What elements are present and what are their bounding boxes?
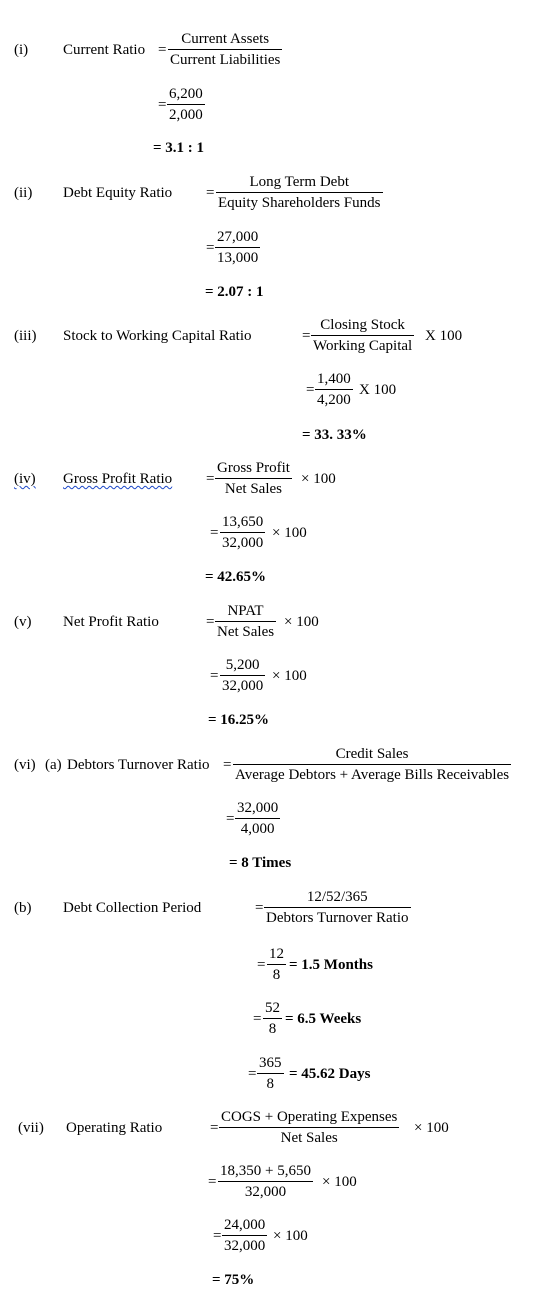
calc-fraction — [218, 1162, 313, 1201]
formula-fraction — [215, 459, 292, 498]
numerator: 365 — [259, 1055, 282, 1071]
item-number: (b) — [14, 900, 32, 916]
denominator: Working Capital — [313, 338, 413, 354]
multiplier: × 100 — [273, 1228, 308, 1244]
numerator: 1,400 — [317, 371, 351, 387]
equals-sign: = — [206, 614, 215, 630]
equals-sign: = — [306, 382, 315, 398]
denominator: Average Debtors + Average Bills Receivables — [235, 767, 510, 783]
item-number: (v) — [14, 614, 32, 630]
denominator: 8 — [268, 1021, 277, 1037]
equals-sign: = — [223, 757, 232, 773]
numerator: 5,200 — [225, 657, 260, 673]
ratio-label: Gross Profit Ratio — [63, 471, 173, 487]
multiplier: X 100 — [425, 328, 463, 344]
numerator: 27,000 — [217, 229, 259, 245]
multiplier: × 100 — [322, 1174, 357, 1190]
denominator: Net Sales — [224, 481, 282, 497]
equals-sign: = — [158, 97, 167, 113]
equals-sign: = — [210, 668, 219, 684]
ratio-label: Stock to Working Capital Ratio — [63, 328, 252, 344]
equals-sign: = — [210, 1120, 219, 1136]
multiplier: × 100 — [272, 668, 307, 684]
equals-sign: = — [226, 811, 235, 827]
denominator: 13,000 — [217, 250, 259, 266]
item-number: (iv) — [14, 471, 36, 487]
denominator: 4,200 — [317, 392, 351, 408]
equals-sign: = — [253, 1011, 262, 1027]
numerator: Gross Profit — [217, 460, 290, 476]
item-number: (ii) — [14, 185, 33, 201]
item-number: (iii) — [14, 328, 37, 344]
multiplier: X 100 — [359, 382, 397, 398]
result-value: = 2.07 : 1 — [205, 284, 264, 300]
numerator: 52 — [265, 1000, 280, 1016]
numerator: 12 — [269, 946, 284, 962]
multiplier: × 100 — [414, 1120, 449, 1136]
numerator: 24,000 — [224, 1217, 266, 1233]
result-value: = 1.5 Months — [289, 957, 373, 973]
calc-fraction — [315, 370, 353, 409]
denominator: 32,000 — [222, 678, 264, 694]
calc-fraction — [235, 799, 280, 838]
equals-sign: = — [208, 1174, 217, 1190]
multiplier: × 100 — [272, 525, 307, 541]
ratio-label: Net Profit Ratio — [63, 614, 159, 630]
result-value: = 45.62 Days — [289, 1066, 371, 1082]
denominator: 8 — [266, 1076, 274, 1092]
calc-fraction — [220, 513, 265, 552]
denominator: 2,000 — [169, 107, 203, 123]
item-number: (i) — [14, 42, 29, 58]
equals-sign: = — [255, 900, 264, 916]
denominator: Net Sales — [280, 1130, 338, 1146]
numerator: Long Term Debt — [249, 174, 349, 190]
numerator: 12/52/365 — [306, 889, 368, 905]
ratio-label: Debtors Turnover Ratio — [67, 757, 210, 773]
calc-fraction — [220, 656, 265, 695]
formula-fraction — [311, 316, 414, 355]
equals-sign: = — [248, 1066, 257, 1082]
denominator: Current Liabilities — [170, 52, 281, 68]
multiplier: × 100 — [284, 614, 319, 630]
equals-sign: = — [158, 42, 167, 58]
denominator: 32,000 — [244, 1184, 287, 1200]
ratio-label: Operating Ratio — [66, 1120, 163, 1136]
result-value: = 16.25% — [208, 712, 270, 728]
result-value: = 33. 33% — [302, 427, 367, 443]
result-value: = 8 Times — [229, 855, 292, 871]
multiplier: × 100 — [301, 471, 336, 487]
formula-fraction — [216, 173, 383, 212]
formula-fraction — [215, 602, 276, 641]
denominator: 32,000 — [224, 1238, 266, 1254]
formula-fraction — [233, 745, 511, 784]
ratio-label: Current Ratio — [63, 42, 146, 58]
equals-sign: = — [302, 328, 311, 344]
numerator: 13,650 — [222, 514, 264, 530]
calc-fraction — [215, 228, 260, 267]
result-value: = 75% — [212, 1272, 255, 1288]
denominator: Debtors Turnover Ratio — [266, 910, 409, 926]
numerator: 18,350 + 5,650 — [220, 1163, 311, 1179]
sub-item-letter: (a) — [45, 757, 62, 773]
item-number: (vi) — [14, 757, 36, 773]
calc-fraction — [267, 945, 286, 984]
denominator: 32,000 — [222, 535, 264, 551]
equals-sign: = — [257, 957, 266, 973]
formula-fraction — [219, 1108, 399, 1147]
numerator: 6,200 — [169, 86, 203, 102]
formula-fraction — [168, 30, 282, 69]
numerator: Current Assets — [181, 31, 270, 47]
calc-fraction — [167, 85, 205, 124]
ratio-label: Debt Equity Ratio — [63, 185, 173, 201]
denominator: Equity Shareholders Funds — [218, 195, 381, 211]
denominator: 4,000 — [240, 821, 275, 837]
numerator: COGS + Operating Expenses — [221, 1109, 398, 1125]
result-value: = 6.5 Weeks — [285, 1011, 362, 1027]
calc-fraction — [263, 999, 282, 1038]
item-number: (vii) — [18, 1120, 44, 1136]
calc-fraction — [222, 1216, 267, 1255]
equals-sign: = — [210, 525, 219, 541]
numerator: 32,000 — [237, 800, 279, 816]
denominator: 8 — [272, 967, 281, 983]
ratio-label: Debt Collection Period — [63, 900, 202, 916]
denominator: Net Sales — [217, 624, 275, 640]
equals-sign: = — [206, 185, 215, 201]
equals-sign: = — [206, 240, 215, 256]
result-value: = 42.65% — [205, 569, 267, 585]
result-value: = 3.1 : 1 — [153, 140, 205, 156]
numerator: NPAT — [227, 603, 264, 619]
equals-sign: = — [213, 1228, 222, 1244]
calc-fraction — [257, 1054, 284, 1093]
formula-fraction — [264, 888, 411, 927]
equals-sign: = — [206, 471, 215, 487]
numerator: Credit Sales — [335, 746, 409, 762]
numerator: Closing Stock — [320, 317, 405, 333]
